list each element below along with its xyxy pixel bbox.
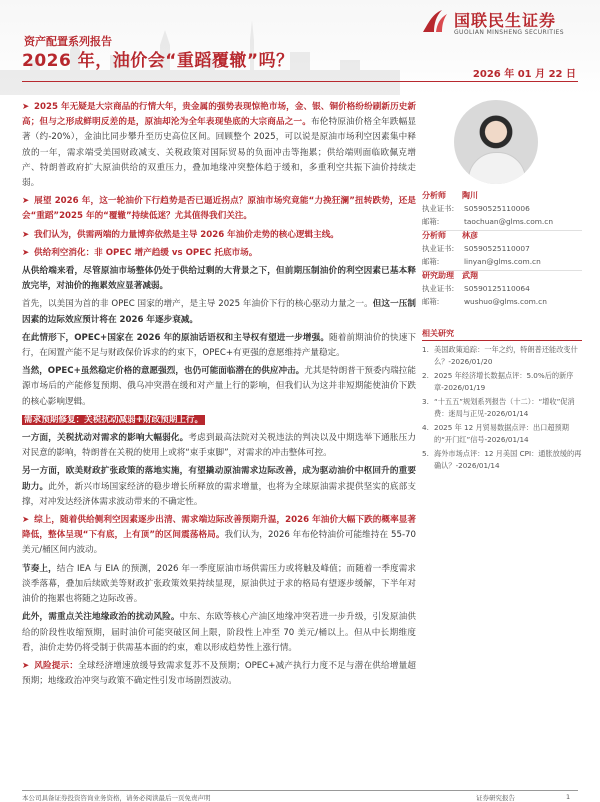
paragraph-text: 全球经济增速放缓导致需求复苏不及预期；OPEC+减产执行力度不足与潜在供给增量超预期；地缘政治冲突与政策不确定性引发市场剧烈波动。 xyxy=(22,660,416,687)
paragraph xyxy=(22,659,416,689)
bullet-arrow-icon: ➤ xyxy=(22,102,30,112)
email-label: 邮箱: xyxy=(422,297,440,306)
section-heading: 供给利空消化：非 OPEC 增产趋缓 vs OPEC 托底市场。 xyxy=(34,247,258,258)
paragraph-text: 随着前期油价的快速下行，在闲置产能不足与财政保价诉求的约束下，OPEC+有更强的意愿维持产量稳定。 xyxy=(22,332,416,359)
paragraph-text: 此外，新兴市场国家经济的稳步增长所释放的需求增量，也将为全球原油需求提供坚实的底部支撑，对冲发达经济体需求波动带来的不确定性。 xyxy=(22,481,416,507)
bullet-arrow-icon: ➤ xyxy=(22,660,30,671)
paragraph xyxy=(22,610,416,656)
analyst-email[interactable]: taochuan@glms.com.cn xyxy=(464,217,554,226)
footer-rule xyxy=(22,790,578,791)
paragraph xyxy=(22,331,416,361)
paragraph-emphasis: 另一方面，欧美财政扩张政策的落地实施，有望撬动原油需求边际改善，成为驱动油价中枢回升的重要助力。 xyxy=(22,466,416,492)
related-item-text: “十五五”规划系列报告（十二）：“增收”促消费：迷局与正见-2026/01/14 xyxy=(434,397,575,418)
risk-heading: 风险提示： xyxy=(34,660,79,671)
cert-number: S0590525110006 xyxy=(464,204,530,213)
related-research-list xyxy=(422,344,582,474)
cert-label: 执业证书: xyxy=(422,244,455,253)
paragraph xyxy=(22,464,416,510)
related-item-text: 海外市场点评：12 月美国 CPI：通胀放缓的再确认？-2026/01/14 xyxy=(434,449,582,470)
related-item[interactable]: 4. 2025 年 12 月贸易数据点评：出口超预期的“开门红”信号-2026/01/14 xyxy=(422,422,582,445)
paragraph xyxy=(22,364,416,410)
analyst-photo xyxy=(454,100,538,184)
report-series: 资产配置系列报告 xyxy=(24,35,112,48)
related-rule xyxy=(422,340,582,341)
related-item-text: 美国政策追踪：一年之约，特朗普还能改变什么？-2026/01/20 xyxy=(434,345,578,366)
related-item-text: 2025 年经济增长数据点评：5.0%后的新序章-2026/01/19 xyxy=(434,371,574,392)
analyst-name: 陶川 xyxy=(462,191,478,200)
cert-number: S0590525110007 xyxy=(464,244,530,253)
paragraph-text: 我们认为，2026 年布伦特油价可能维持在 55-70 美元/桶区间内波动。 xyxy=(22,530,416,556)
paragraph-emphasis: 此外，需重点关注地缘政治的扰动风险。 xyxy=(22,612,180,623)
analyst-card xyxy=(422,190,582,231)
paragraph-emphasis: 我们认为，供需两端的力量博弈依然是主导 2026 年油价走势的核心逻辑主线。 xyxy=(34,229,339,240)
paragraph-emphasis: 综上，随着供给侧利空因素逐步出清、需求端边际改善预期升温，2026 年油价大幅下跌的概率显著降低，整体呈现“下有底，上有顶”的区间震荡格局。 xyxy=(22,515,416,541)
analyst-card xyxy=(422,270,582,307)
bullet-arrow-icon: ➤ xyxy=(22,515,30,526)
paragraph-emphasis: 2025 年无疑是大宗商品的行情大年，贵金属的强势表现惊艳市场，金、银、铜价格纷纷刷新历史新高；但与之形成鲜明反差的是，原油却沦为全年表现垫底的大宗商品之一。 xyxy=(22,102,416,128)
footer-label: 证券研究报告 xyxy=(476,794,515,802)
paragraph-text: 中东、东欧等核心产油区地缘冲突若进一步升级，引发原油供给的阶段性收缩预期，届时油价可能突破区间上限，阶段性上冲至 70 美元/桶以上。但从中长期维度看，油价走势仍将受制于供需基本面的约束，难以形成趋势性上涨行情。 xyxy=(22,612,416,653)
cert-label: 执业证书: xyxy=(422,284,455,293)
paragraph-emphasis: 当然，OPEC+虽然稳定价格的意愿强烈，也仍可能面临潜在的供应冲击。 xyxy=(22,366,305,377)
analyst-role: 分析师 xyxy=(422,191,446,200)
related-research-title: 相关研究 xyxy=(422,329,454,338)
paragraph-emphasis: 展望 2026 年，这一轮油价下行趋势是否已逼近拐点？原油市场究竟能“力挽狂澜”扭转跌势，还是会“重蹈”2025 年的“覆辙”持续低迷？尤其值得我们关注。 xyxy=(22,196,416,222)
logo-text-cn: 国联民生证券 xyxy=(454,11,557,30)
related-item-text: 2025 年 12 月贸易数据点评：出口超预期的“开门红”信号-2026/01/14 xyxy=(434,423,569,444)
paragraph-text: 考虑到最高法院对关税违法的判决以及中期选举下通胀压力对民意的影响，特朗普在关税的使用上或将“束手束脚”，对需求的冲击整体可控。 xyxy=(22,433,416,459)
paragraph xyxy=(22,413,416,428)
analyst-role: 研究助理 xyxy=(422,271,454,280)
paragraph-emphasis: 在此情形下，OPEC+国家在 2026 年的原油话语权和主导权有望进一步增强。 xyxy=(22,332,330,343)
paragraph-emphasis: 但这一压制因素的边际效应预计将在 2026 年逐步衰减。 xyxy=(22,299,416,325)
related-item[interactable]: 5. 海外市场点评：12 月美国 CPI：通胀放缓的再确认？-2026/01/14 xyxy=(422,449,582,470)
paragraph xyxy=(22,246,416,261)
report-date: 2026 年 01 月 22 日 xyxy=(472,69,576,80)
bullet-arrow-icon: ➤ xyxy=(22,229,30,240)
paragraph-text: 结合 IEA 与 EIA 的预测，2026 年一季度原油市场供需压力或将触及峰值；而随着一季度需求淡季落幕，叠加后续欧美等财政扩张政策效果持续显现，原油供过于求的格局有望逐步缓解，下半年对油价的拖累也将随之边际改善。 xyxy=(22,563,416,605)
logo-text-en: GUOLIAN MINSHENG SECURITIES xyxy=(454,29,564,36)
report-body xyxy=(22,100,416,692)
paragraph-text: 尤其是特朗普干预委内瑞拉能源市场后的产能修复预期、俄乌冲突潜在缓和对产量上行的影响，但我们认为这并非短期能使油价下跌的核心影响逻辑。 xyxy=(22,366,416,407)
page-number: 1 xyxy=(566,793,571,801)
analyst-name: 武翔 xyxy=(462,271,478,280)
paragraph xyxy=(22,431,416,461)
analyst-name: 林彦 xyxy=(462,231,478,240)
paragraph-text: 布伦特原油价格全年跌幅显著（约-20%），金油比同步攀升至历史高位区间。回顾整个 2025，可以说是原油市场利空因素集中释放的一年，需求端受美国财政减支、关税政策对国际贸易的负面冲击等拖累；供给端则面临欧佩克增产、特朗普政府扩大原油供给的双重压力，叠加地缘冲突整体趋于缓和，多重利空共振下油价持续走弱。 xyxy=(22,117,416,189)
related-item[interactable]: 1. 美国政策追踪：一年之约，特朗普还能改变什么？-2026/01/20 xyxy=(422,344,582,367)
paragraph xyxy=(22,264,416,294)
company-logo xyxy=(420,6,590,46)
analyst-role: 分析师 xyxy=(422,231,446,240)
cert-label: 执业证书: xyxy=(422,204,455,213)
analyst-email[interactable]: linyan@glms.com.cn xyxy=(464,257,541,266)
paragraph-text: 首先，以美国为首的非 OPEC 国家的增产，是主导 2025 年油价下行的核心驱动力量之一。 xyxy=(22,299,373,310)
paragraph xyxy=(22,513,416,559)
paragraph xyxy=(22,228,416,243)
related-item[interactable]: 2. 2025 年经济增长数据点评：5.0%后的新序章-2026/01/19 xyxy=(422,370,582,393)
related-item[interactable]: 3. “十五五”规划系列报告（十二）：“增收”促消费：迷局与正见-2026/01/14 xyxy=(422,396,582,419)
analyst-card xyxy=(422,230,582,271)
paragraph xyxy=(22,297,416,327)
analyst-email[interactable]: wushuo@glms.com.cn xyxy=(464,297,547,306)
paragraph-emphasis: 从供给端来看，尽管原油市场整体仍处于供给过剩的大背景之下，但前期压制油价的利空因素已基本释放完毕，对油价的拖累效应显著减弱。 xyxy=(22,266,416,292)
paragraph xyxy=(22,562,416,608)
page-title: 2026 年，油价会“重蹈覆辙”吗？ xyxy=(22,51,294,71)
section-heading-highlight: 需求预期修复：关税扰动减弱+财政预期上行。 xyxy=(24,414,204,425)
paragraph-emphasis: 一方面，关税扰动对需求的影响大幅弱化。 xyxy=(22,433,189,444)
paragraph xyxy=(22,100,416,191)
email-label: 邮箱: xyxy=(422,217,440,226)
logo-mark-icon xyxy=(420,6,450,36)
bullet-arrow-icon: ➤ xyxy=(22,247,30,258)
paragraph-emphasis: 节奏上， xyxy=(22,563,57,574)
paragraph xyxy=(22,194,416,224)
header-rule xyxy=(22,81,578,82)
footer-disclaimer: 本公司具备证券投资咨询业务资格，请务必阅读最后一页免责声明 xyxy=(22,794,211,802)
cert-number: S0590125110064 xyxy=(464,284,530,293)
bullet-arrow-icon: ➤ xyxy=(22,196,30,207)
email-label: 邮箱: xyxy=(422,257,440,266)
